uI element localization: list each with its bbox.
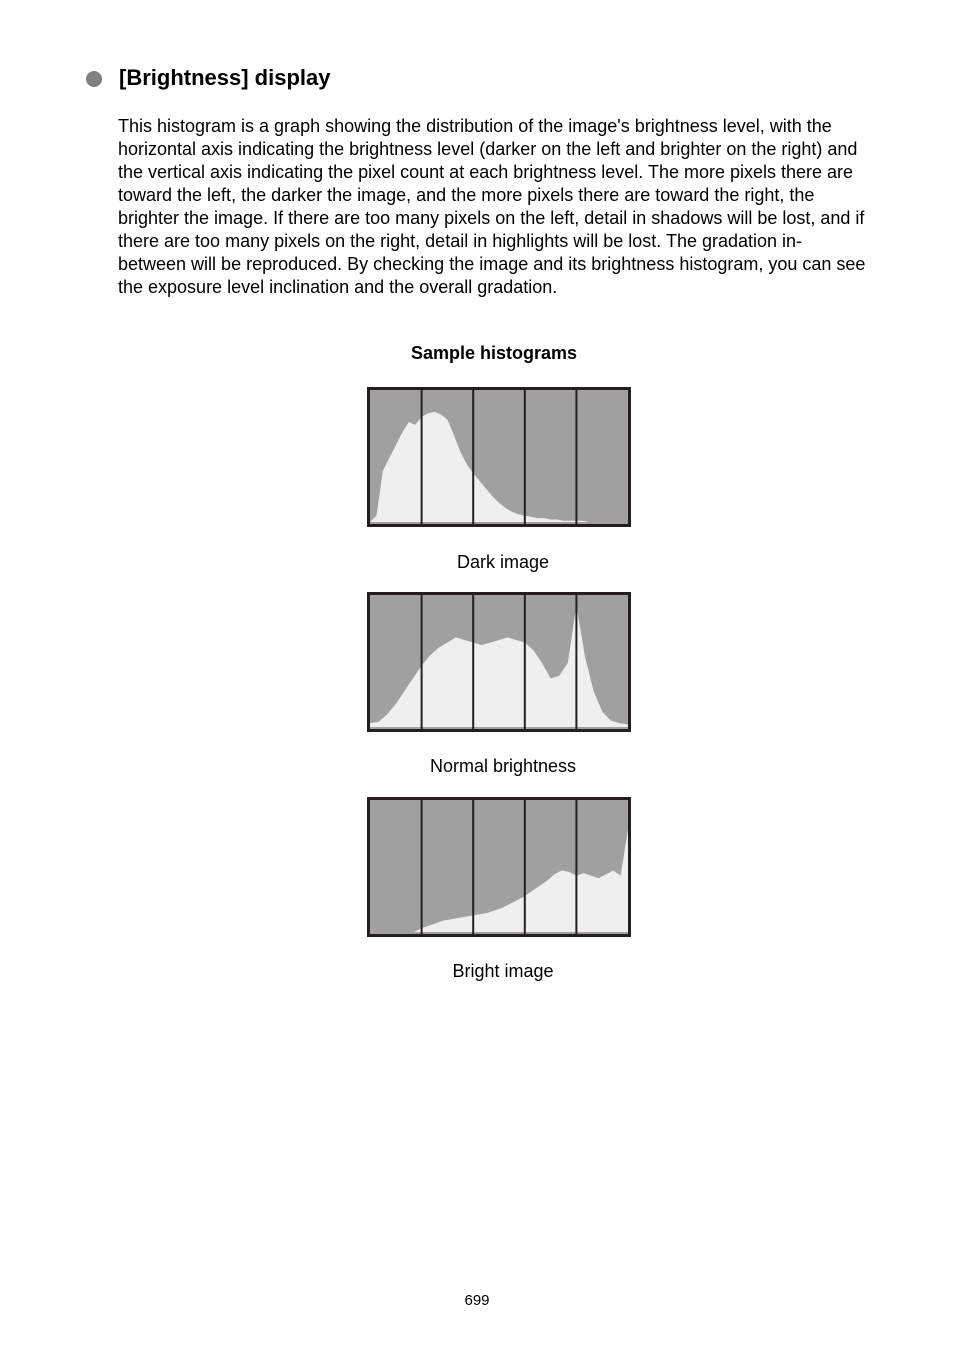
histogram-caption-dark: Dark image	[456, 552, 550, 572]
section-bullet	[86, 71, 102, 87]
histogram-dark-image	[367, 387, 631, 527]
histogram-bright-image	[367, 797, 631, 937]
page-number: 699	[464, 1292, 490, 1309]
histogram-caption-bright: Bright image	[452, 961, 554, 981]
histogram-normal-brightness	[367, 592, 631, 732]
section-title: [Brightness] display	[119, 65, 331, 90]
figure-heading: Sample histograms	[410, 343, 578, 363]
histogram-caption-normal: Normal brightness	[429, 756, 577, 776]
section-body-text: This histogram is a graph showing the distribution of the image's brightness level, with the horizontal axis indicating the brightness level (darker on the left and brighter on the right) and the vertical axis indicating the pixel count at each brightness level. The more pixels there are toward the left, the darker the image, and the more pixels there are toward the right, the brighter the image. If there are too many pixels on the left, detail in shadows will be lost, and if there are too many pixels on the right, detail in highlights will be lost. The gradation in-between will be reproduced. By checking the image and its brightness histogram, you can see the exposure level inclination and the overall gradation.	[118, 116, 866, 297]
